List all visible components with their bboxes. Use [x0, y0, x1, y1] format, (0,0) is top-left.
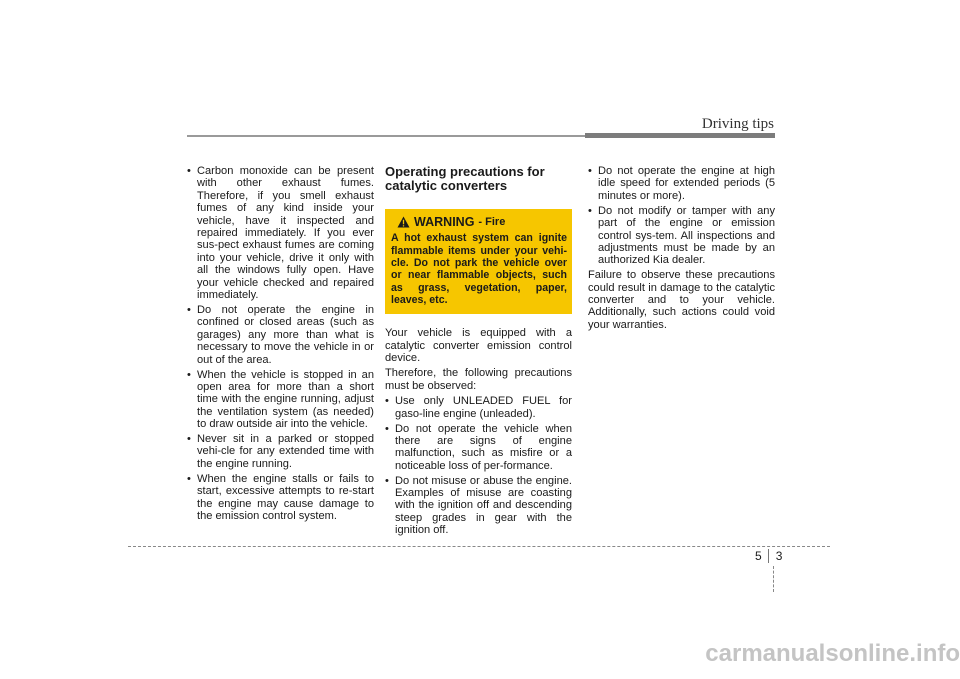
- page-section-title: Driving tips: [701, 116, 774, 132]
- list-item: • Carbon monoxide can be present with other exhaust fumes. Therefore, if you smell exhaust fumes of any kind inside your vehicle, have it inspected and repaired immediately. If you ever sus-pect exhaust fumes are coming into your vehicle, drive it only with all the windows fully open. Have your vehicle checked and repaired immediately.: [187, 165, 374, 301]
- list-item: • Use only UNLEADED FUEL for gaso-line engine (unleaded).: [385, 395, 572, 420]
- footer-vertical-rule: [773, 566, 774, 592]
- section-heading: Operating precautions for catalytic converters: [385, 164, 545, 193]
- bullet-list: [187, 165, 374, 522]
- page-number-divider: [768, 549, 769, 563]
- warning-title: WARNING: [414, 215, 475, 229]
- chapter-number: 5: [755, 549, 762, 563]
- list-item: • Do not operate the engine at high idle speed for extended periods (5 minutes or more).: [588, 165, 775, 202]
- bullet-list: [385, 395, 572, 536]
- paragraph: Therefore, the following precautions must be observed:: [385, 367, 572, 392]
- list-item: • When the vehicle is stopped in an open area for more than a short time with the engine running, adjust the ventilation system (as needed) to draw outside air into the vehicle.: [187, 369, 374, 431]
- column-right: [588, 165, 775, 334]
- warning-text: A hot exhaust system can ignite flammable items under your vehi-cle. Do not park the vehicle over or near flammable objects, such as grass, vegetation, paper, leaves, etc.: [391, 232, 567, 306]
- header-rule-accent: [585, 133, 775, 138]
- watermark: carmanualsonline.info: [705, 640, 960, 667]
- warning-header: [391, 216, 567, 228]
- warning-triangle-icon: [397, 216, 410, 228]
- page-number-value: 3: [775, 549, 783, 563]
- page-number: [755, 549, 782, 563]
- bullet-list: [588, 165, 775, 267]
- paragraph: Your vehicle is equipped with a catalytic converter emission control device.: [385, 327, 572, 364]
- list-item: • Do not modify or tamper with any part of the engine or emission control sys-tem. All inspections and adjustments must be made by an authorized Kia dealer.: [588, 205, 775, 267]
- list-item: • Never sit in a parked or stopped vehi-cle for any extended time with the engine running.: [187, 433, 374, 470]
- warning-subtitle: - Fire: [478, 216, 506, 228]
- list-item: • When the engine stalls or fails to start, excessive attempts to re-start the engine may cause damage to the emission control system.: [187, 473, 374, 523]
- column-middle: [385, 165, 572, 539]
- column-left: [187, 165, 374, 525]
- list-item: • Do not operate the vehicle when there are signs of engine malfunction, such as misfire or a noticeable loss of per-formance.: [385, 423, 572, 473]
- paragraph: Failure to observe these precautions could result in damage to the catalytic converter and to your vehicle. Additionally, such actions could void your warranties.: [588, 269, 775, 331]
- warning-box: [385, 209, 572, 314]
- list-item: • Do not operate the engine in confined or closed areas (such as garages) any more than what is necessary to move the vehicle in or out of the area.: [187, 304, 374, 366]
- list-item: • Do not misuse or abuse the engine. Examples of misuse are coasting with the ignition off and descending steep grades in gear with the ignition off.: [385, 475, 572, 537]
- footer-rule: [128, 546, 830, 547]
